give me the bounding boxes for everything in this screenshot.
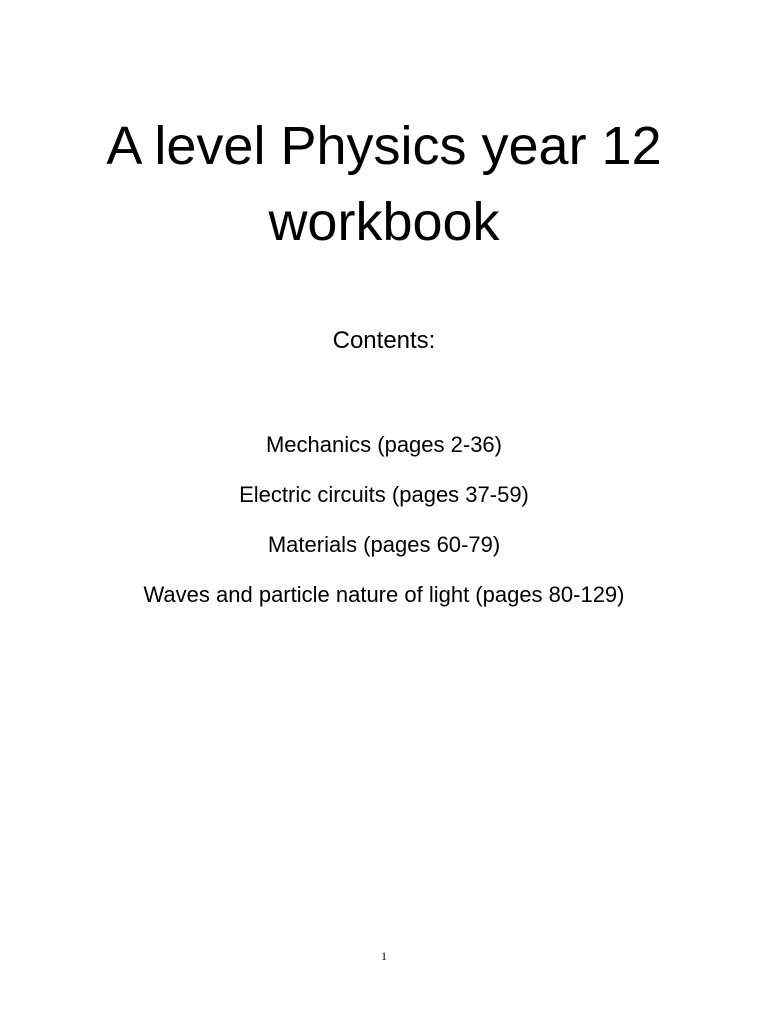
- toc-item-electric-circuits: Electric circuits (pages 37-59): [239, 482, 529, 507]
- title-line-2: workbook: [268, 192, 500, 252]
- toc-item-mechanics: Mechanics (pages 2-36): [265, 432, 502, 457]
- contents-heading: Contents:: [332, 327, 436, 354]
- toc-item-materials: Materials (pages 60-79): [267, 532, 501, 557]
- table-of-contents: [0, 430, 768, 630]
- document-title: [0, 108, 768, 260]
- toc-item-waves-and-light: Waves and particle nature of light (pages 80-129): [143, 582, 625, 607]
- page-number: 1: [381, 949, 387, 963]
- title-line-1: A level Physics year 12: [106, 116, 662, 176]
